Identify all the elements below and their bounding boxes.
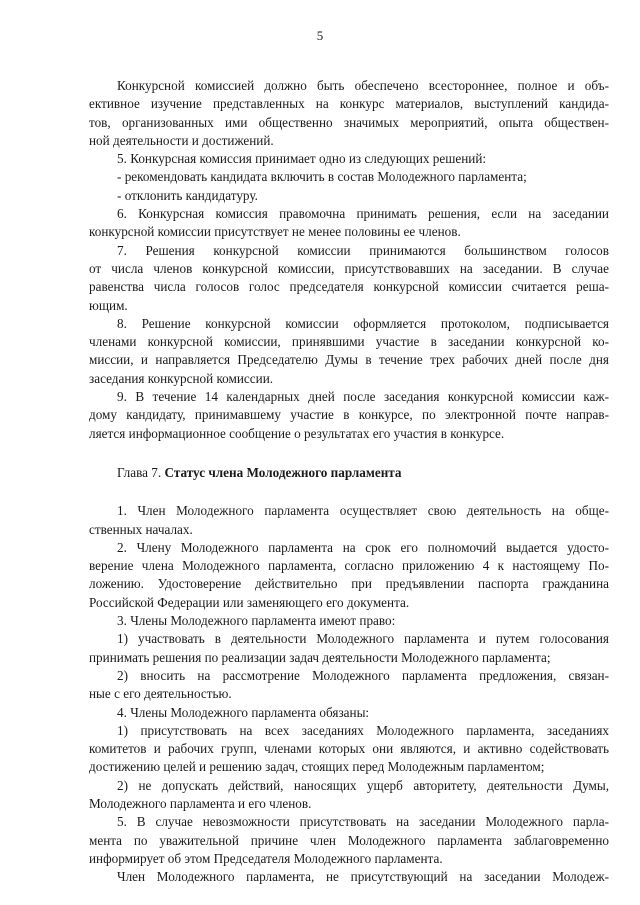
paragraph-end-line: ные с его деятельностью. — [89, 686, 232, 702]
list-item: 2) не допускать действий, наносящих ущерб авторитету, деятельности Думы, — [117, 777, 609, 793]
paragraph-end-line: информирует об этом Председателя Молодежного парламента. — [89, 850, 443, 866]
paragraph: Член Молодежного парламента, не присутствующий на заседании Молодеж- — [117, 869, 609, 885]
text-line: от числа членов конкурсной комиссии, присутствовавших на заседании. В случае — [89, 260, 609, 276]
chapter-heading — [89, 464, 609, 482]
paragraph: 1. Член Молодежного парламента осуществляет свою деятельность на обще- — [117, 503, 609, 519]
paragraph: 3. Члены Молодежного парламента имеют право: — [117, 613, 396, 629]
list-item: 1) участвовать в деятельности Молодежного парламента и путем голосования — [117, 631, 609, 647]
text-line: Конкурсной комиссией должно быть обеспечено всестороннее, полное и объ- — [117, 78, 609, 93]
chapter-prefix: Глава 7. — [117, 464, 162, 480]
text-line: 9. В течение 14 календарных дней после заседания конкурсной комиссии каж- — [117, 389, 609, 405]
paragraph-end-line: Молодежного парламента и его членов. — [89, 795, 312, 811]
text-line: членами конкурсной комиссии, принявшими участие в заседании конкурсной ко- — [89, 334, 609, 350]
paragraph-end-line: Российской Федерации или заменяющего его документа. — [89, 594, 410, 610]
paragraph — [89, 539, 609, 594]
text-line: мента по уважительной причине член Молодежного парламента заблаговременно — [89, 832, 609, 848]
text-line: 1) присутствовать на всех заседаниях Молодежного парламента, заседаниях — [117, 722, 609, 738]
paragraph — [89, 242, 609, 297]
text-line: ложению. Удостоверение действительно при предъявлении паспорта гражданина — [89, 576, 609, 592]
paragraph-end-line: ляется информационное сообщение о результатах его участия в конкурсе. — [89, 425, 505, 441]
text-line: 2. Члену Молодежного парламента на срок его полномочий выдается удосто- — [117, 539, 609, 555]
paragraph — [89, 813, 609, 850]
paragraph-end-line: ственных началах. — [89, 521, 193, 537]
text-line: 8. Решение конкурсной комиссии оформляется протоколом, подписывается — [117, 315, 609, 331]
text-line: ективное изучение представленных на конкурс материалов, выступлений кандида- — [89, 96, 609, 112]
list-item: - рекомендовать кандидата включить в состав Молодежного парламента; — [117, 169, 527, 185]
paragraph: 5. Конкурсная комиссия принимает одно из следующих решений: — [117, 151, 487, 167]
paragraph-end-line: заседания конкурсной комиссии. — [89, 370, 274, 386]
page-number: 5 — [316, 28, 324, 43]
list-item — [89, 722, 609, 759]
document-body — [89, 77, 609, 886]
text-line: 5. В случае невозможности присутствовать на заседании Молодежного парла- — [117, 814, 609, 830]
paragraph — [89, 77, 609, 132]
paragraph-end-line: ющим. — [89, 297, 128, 313]
paragraph: 6. Конкурсная комиссия правомочна принимать решения, если на заседании — [117, 206, 609, 222]
text-line: дому кандидату, принимавшему участие в конкурсе, по электронной почте направ- — [89, 407, 609, 423]
text-line: миссии, и направляется Председателю Думы в течение трех рабочих дней после дня — [89, 352, 609, 368]
paragraph-end-line: конкурсной комиссии присутствует не менее половины ее членов. — [89, 224, 461, 240]
chapter-title: Статус члена Молодежного парламента — [164, 464, 402, 480]
list-item: - отклонить кандидатуру. — [117, 187, 258, 203]
paragraph: 4. Члены Молодежного парламента обязаны: — [117, 704, 370, 720]
text-line: верение члена Молодежного парламента, согласно приложению 4 к настоящему По- — [89, 558, 609, 574]
paragraph — [89, 388, 609, 425]
text-line: равенства числа голосов голос председателя конкурсной комиссии считается реша- — [89, 279, 609, 295]
list-item: 2) вносить на рассмотрение Молодежного парламента предложения, связан- — [117, 667, 609, 683]
text-line: комитетов и рабочих групп, членами которых они являются, и активно содействовать — [89, 741, 609, 757]
text-line: тов, организованных ими общественно значимых мероприятий, опыта обществен- — [89, 114, 609, 130]
text-line: 7. Решения конкурсной комиссии принимаются большинством голосов — [117, 242, 609, 258]
paragraph-end-line: достижению целей и решению задач, стоящих перед Молодежным парламентом; — [89, 759, 545, 775]
paragraph-end-line: ной деятельности и достижений. — [89, 132, 274, 148]
paragraph — [89, 315, 609, 370]
paragraph-end-line: принимать решения по реализации задач деятельности Молодежного парламента; — [89, 649, 551, 665]
